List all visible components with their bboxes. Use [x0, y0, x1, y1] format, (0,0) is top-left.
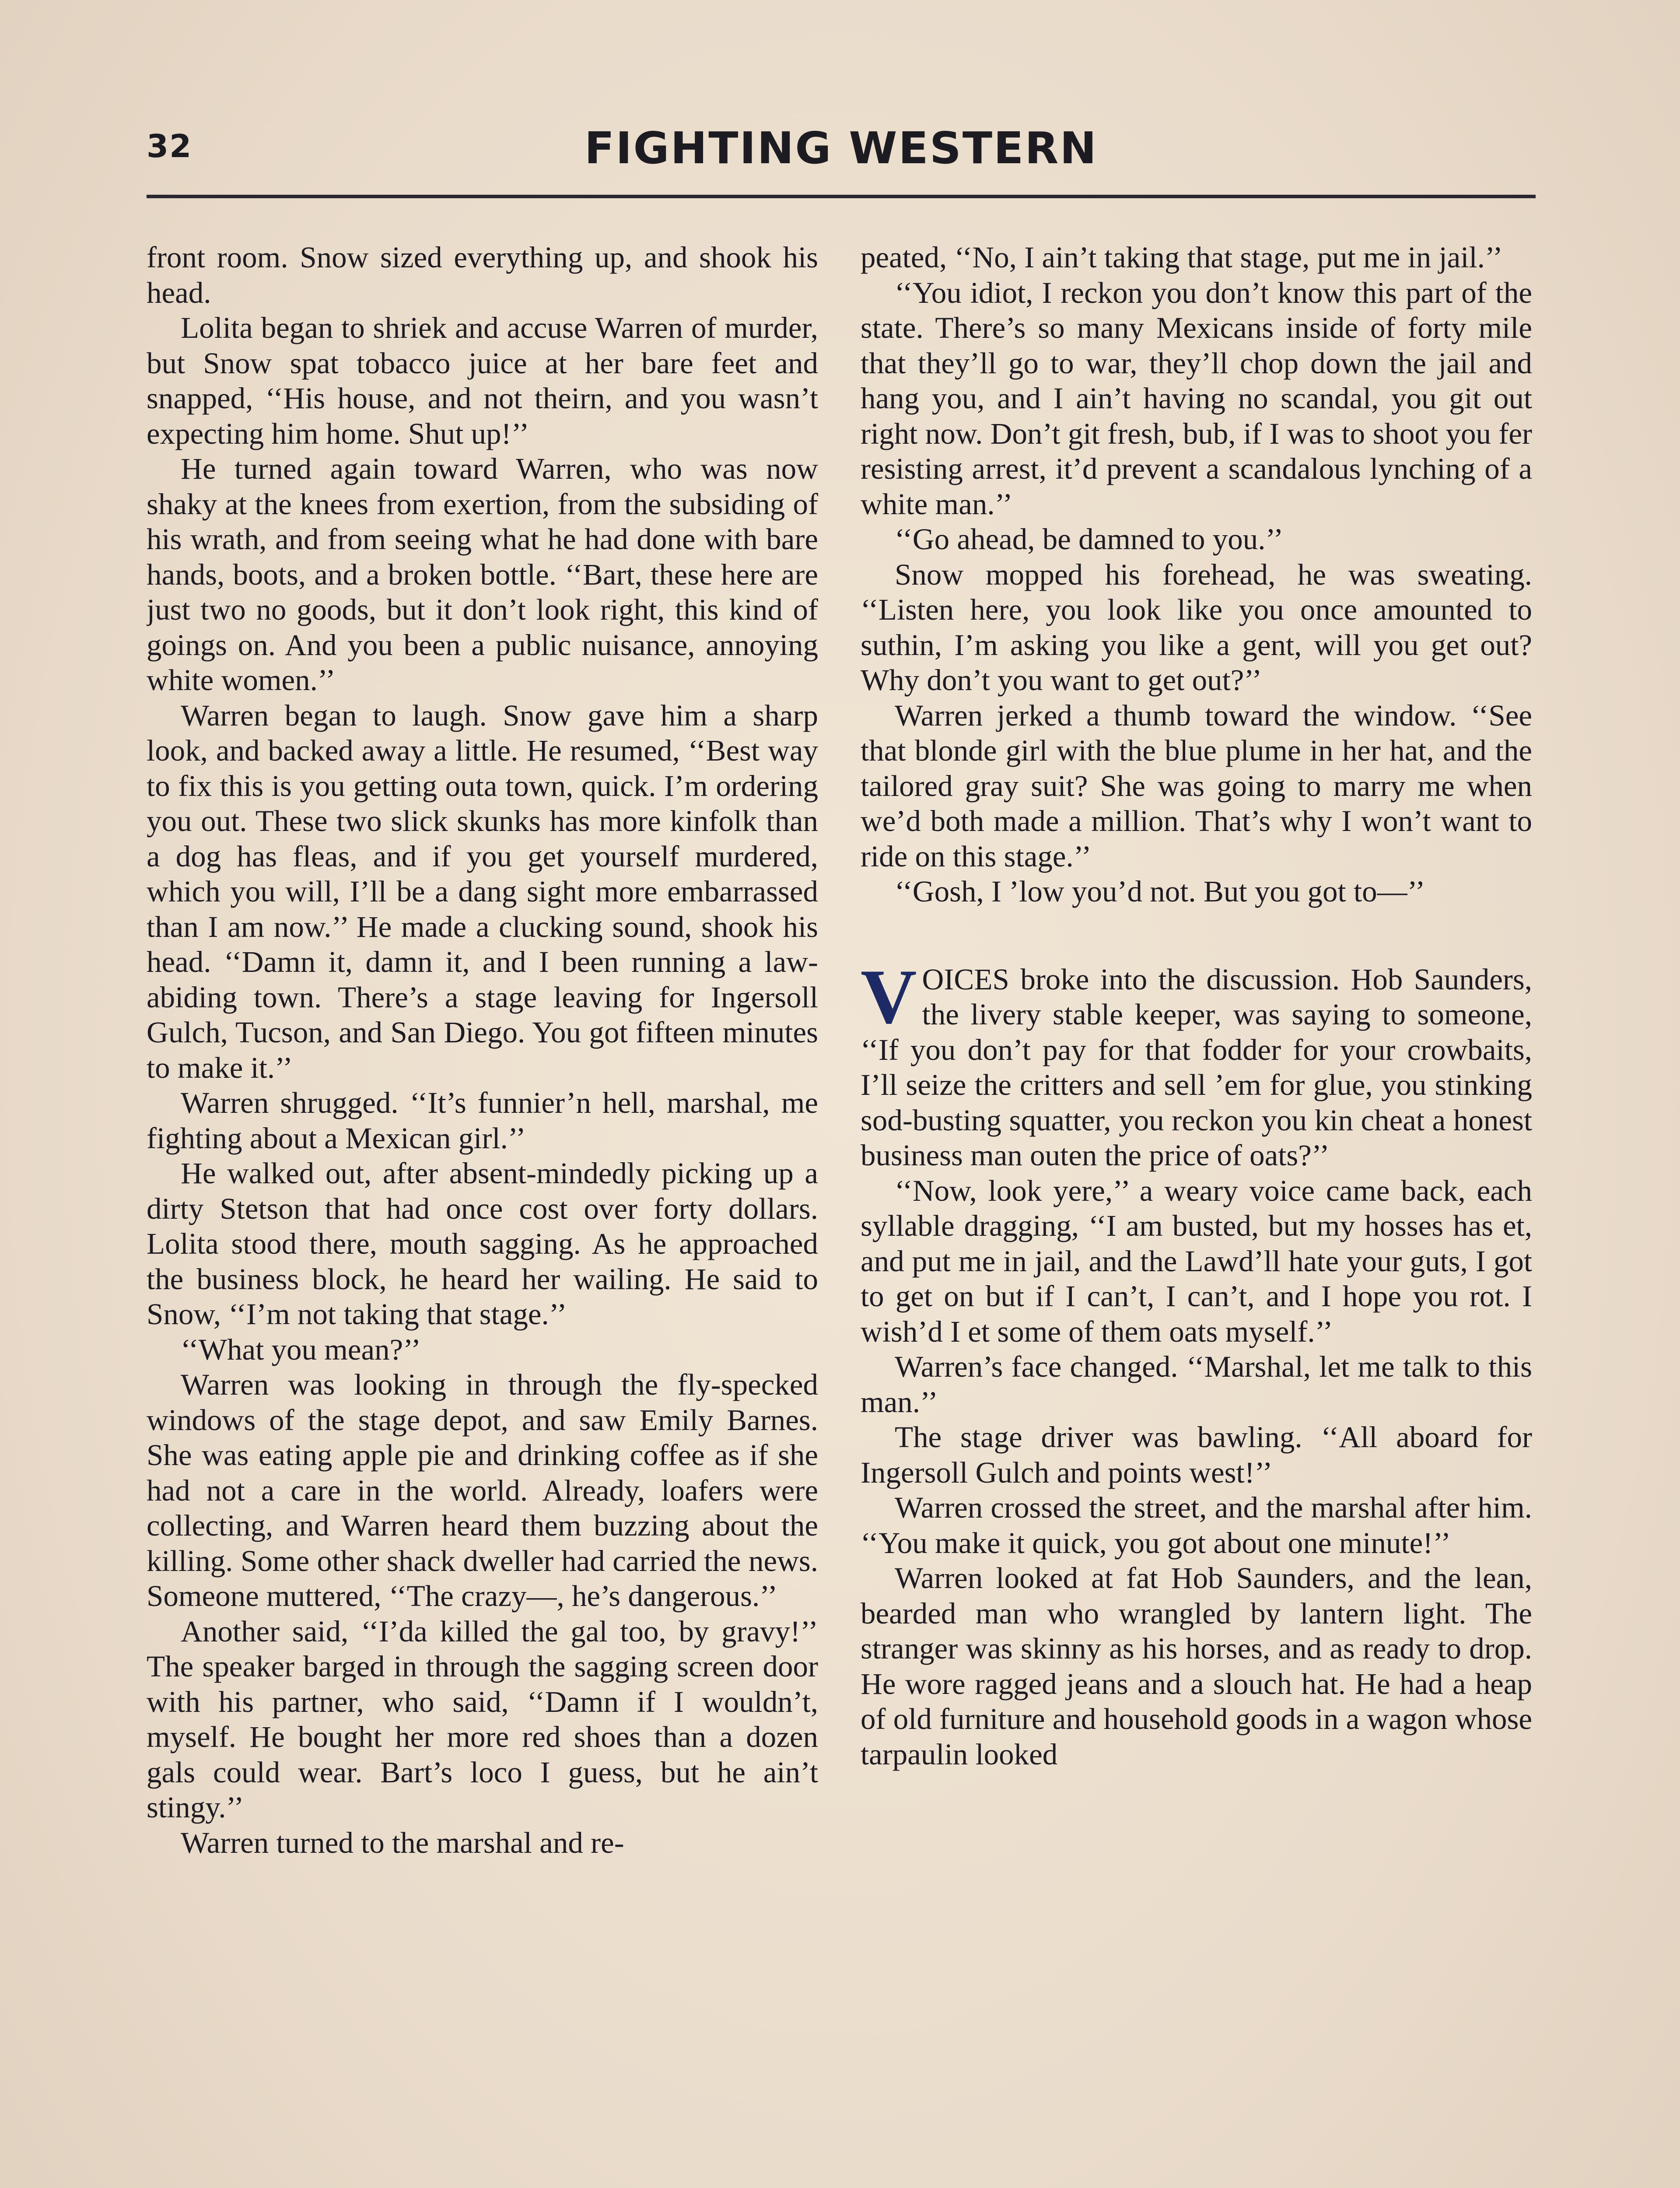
- paragraph: Snow mopped his forehead, he was sweating. ‘‘Listen here, you look like you once amounted to suthin, I’m asking you like a gent, will you get out? Why don’t you want to get out?’’: [861, 558, 1532, 697]
- paragraph: ‘‘What you mean?’’: [181, 1332, 421, 1366]
- paragraph: Lolita began to shriek and accuse Warren of murder, but Snow spat tobacco juice at her bare feet and snapped, ‘‘His house, and not theirn, and you wasn’t expecting him home. Shut up!’’: [147, 311, 818, 450]
- paragraph: He turned again toward Warren, who was now shaky at the knees from exertion, from the subsiding of his wrath, and from seeing what he had done with bare hands, boots, and a broken bottle. ‘‘Bart, these here are just two no goods, but it don’t look right, this kind of goings on. And you been a public nuisance, annoying white women.’’: [147, 452, 818, 697]
- paragraph: Warren looked at fat Hob Saunders, and the lean, bearded man who wrangled by lantern light. The stranger was skinny as his horses, and as ready to drop. He wore ragged jeans and a slouch hat. He had a heap of old furniture and household goods in a wagon whose tarpaulin looked: [861, 1561, 1532, 1771]
- paragraph: ‘‘Gosh, I ’low you’d not. But you got to—’’: [895, 875, 1425, 908]
- right-column: [861, 240, 1532, 2188]
- page-header: [147, 123, 1536, 193]
- section-opening-paragraph: [861, 953, 1532, 1173]
- paragraph: Warren jerked a thumb toward the window. ‘‘See that blonde girl with the blue plume in her hat, and the tailored gray suit? She was going to marry me when we’d both made a million. That’s why I won’t want to ride on this stage.’’: [861, 698, 1532, 873]
- paragraph: front room. Snow sized everything up, and shook his head.: [147, 241, 818, 309]
- paragraph: ‘‘Go ahead, be damned to you.’’: [895, 522, 1284, 556]
- paragraph: ‘‘You idiot, I reckon you don’t know this part of the state. There’s so many Mexicans inside of forty mile that they’ll go to war, they’ll chop down the jail and hang you, and I ain’t having no scandal, you git out right now. Don’t git fresh, bub, if I was to shoot you fer resisting arrest, it’d prevent a scandalous lynching of a white man.’’: [861, 276, 1532, 521]
- paragraph: Warren shrugged. ‘‘It’s funnier’n hell, marshal, me fighting about a Mexican girl.’’: [147, 1086, 818, 1155]
- page-number: 32: [147, 128, 192, 165]
- paragraph: Warren was looking in through the fly-specked windows of the stage depot, and saw Emily Barnes. She was eating apple pie and drinking coffee as if she had not a care in the world. Already, loafers were collecting, and Warren heard them buzzing about the killing. Some other shack dweller had carried the news. Someone muttered, ‘‘The crazy—, he’s dangerous.’’: [147, 1368, 818, 1613]
- paragraph: Warren crossed the street, and the marshal after him. ‘‘You make it quick, you got about one minute!’’: [861, 1491, 1532, 1560]
- paragraph: ‘‘Now, look yere,’’ a weary voice came back, each syllable dragging, ‘‘I am busted, but my hosses has et, and put me in jail, and the Lawd’ll hate your guts, I got to get on but if I can’t, I can’t, and I hope you rot. I wish’d I et some of them oats myself.’’: [861, 1174, 1532, 1348]
- drop-cap: V: [861, 953, 917, 1040]
- paragraph: Warren’s face changed. ‘‘Marshal, let me talk to this man.’’: [861, 1350, 1532, 1419]
- section-opening-text: OICES broke into the discussion. Hob Saunders, the livery stable keeper, was saying to someone, ‘‘If you don’t pay for that fodder for your crowbaits, I’ll seize the critters and sell ’em for glue, you stinking sod-busting squatter, you reckon you kin cheat a honest business man outen the price of oats?’’: [861, 962, 1532, 1172]
- paragraph: peated, ‘‘No, I ain’t taking that stage, put me in jail.’’: [861, 241, 1503, 274]
- paragraph: He walked out, after absent-mindedly picking up a dirty Stetson that had once cost over forty dollars. Lolita stood there, mouth sagging. As he approached the business block, he heard her wailing. He said to Snow, ‘‘I’m not taking that stage.’’: [147, 1157, 818, 1331]
- header-rule: [147, 195, 1536, 198]
- left-column: [147, 240, 818, 2188]
- running-title: FIGHTING WESTERN: [584, 123, 1098, 174]
- paragraph: Warren began to laugh. Snow gave him a sharp look, and backed away a little. He resumed, ‘‘Best way to fix this is you getting outa town, quick. I’m ordering you out. These two slick skunks has more kinfolk than a dog has fleas, and if you get yourself murdered, which you will, I’ll be a dang sight more embarrassed than I am now.’’ He made a clucking sound, shook his head. ‘‘Damn it, damn it, and I been running a law-abiding town. There’s a stage leaving for Ingersoll Gulch, Tucson, and San Diego. You got fifteen minutes to make it.’’: [147, 698, 818, 1084]
- paragraph: The stage driver was bawling. ‘‘All aboard for Ingersoll Gulch and points west!’’: [861, 1420, 1532, 1489]
- paragraph: Another said, ‘‘I’da killed the gal too, by gravy!’’ The speaker barged in through the sagging screen door with his partner, who said, ‘‘Damn if I wouldn’t, myself. He bought her more red shoes than a dozen gals could wear. Bart’s loco I guess, but he ain’t stingy.’’: [147, 1614, 818, 1824]
- paragraph: Warren turned to the marshal and re-: [181, 1826, 624, 1859]
